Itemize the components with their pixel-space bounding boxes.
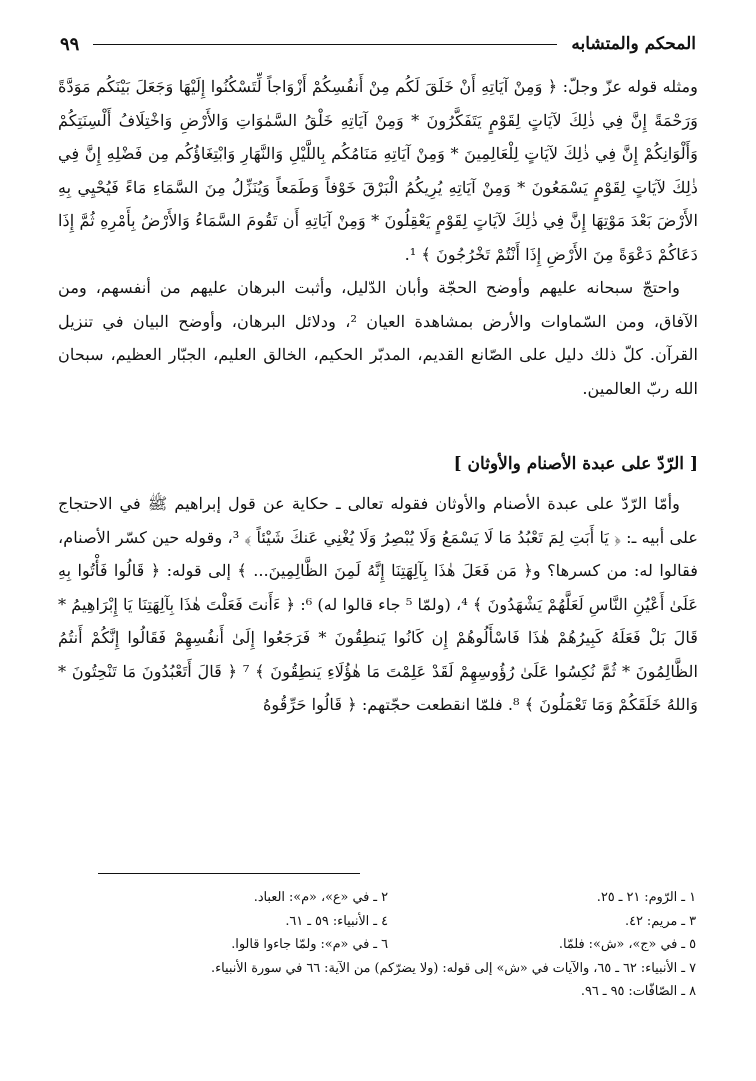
footnote-1: ١ ـ الرّوم: ٢١ ـ ٢٥. [596,890,696,905]
footnotes [80,886,696,1004]
footnote-rule [98,873,360,874]
paragraph-argument: واحتجّ سبحانه عليهم وأوضح الحجّة وأبان الدّليل، وأثبت البرهان عليهم من أنفسهم، ومن الآفاق، ومن السّماوات والأرض بمشاهدة العيان ²، ودلائل البرهان، وأوضح البيان في تنزيل القرآن. كلّ ذلك دليل على الصّانع القديم، المدبّر الحكيم، الخالق العليم، الجبّار العظيم، سبحان الله ربّ العالمين. [58,278,698,398]
footnote-row [80,910,696,934]
footnote-4: ٤ ـ الأنبياء: ٥٩ ـ ٦١. [285,913,388,929]
footnote-8: ٨ ـ الصّافّات: ٩٥ ـ ٩٦. [580,984,696,999]
footnote-row [80,933,696,957]
running-title: المحكم والمتشابه [571,34,696,54]
page-body [58,70,698,722]
footnote-7: ٧ ـ الأنبياء: ٦٢ ـ ٦٥، والآيات في «ش» إلى قوله: (ولا يضرّكم) من الآية: ٦٦ في سورة الأنبياء. [211,960,696,976]
page-header [60,30,696,58]
footnote-3: ٣ ـ مريم: ٤٢. [625,913,696,929]
footnote-2: ٢ ـ في «ع»، «م»: العباد. [253,890,388,905]
paragraph-verses-signs: ومثله قوله عزّ وجلّ: ﴿ وَمِنْ آيَاتِهِ أَنْ خَلَقَ لَكُم مِنْ أَنفُسِكُمْ أَزْوَاجاً لِّتَسْكُنُوا إِلَيْهَا وَجَعَلَ بَيْنَكُم مَوَدَّةً وَرَحْمَةً إِنَّ فِي ذٰلِكَ لآيَاتٍ لِقَوْمٍ يَتَفَكَّرُونَ * وَمِنْ آيَاتِهِ خَلْقُ السَّمٰوَاتِ وَالأَرْضِ وَاخْتِلَافُ أَلْسِنَتِكُمْ وَأَلْوَانِكُمْ إِنَّ فِي ذٰلِكَ لآيَاتٍ لِلْعَالِمِينَ * وَمِنْ آيَاتِهِ مَنَامُكُم بِاللَّيْلِ وَالنَّهَارِ وَابْتِغَاؤُكُم مِن فَضْلِهِ إِنَّ فِي ذٰلِكَ لآيَاتٍ لِقَوْمٍ يَسْمَعُونَ * وَمِنْ آيَاتِهِ يُرِيكُمُ الْبَرْقَ خَوْفاً وَطَمَعاً وَيُنَزِّلُ مِنَ السَّمَاءِ مَاءً فَيُحْيِي بِهِ الأَرْضَ بَعْدَ مَوْتِهَا إِنَّ فِي ذٰلِكَ لآيَاتٍ لِقَوْمٍ يَعْقِلُونَ * وَمِنْ آيَاتِهِ أَن تَقُومَ السَّمَاءُ وَالأَرْضُ بِأَمْرِهِ ثُمَّ إِذَا دَعَاكُمْ دَعْوَةً مِنَ الأَرْضِ إِذَا أَنْتُمْ تَخْرُجُونَ ﴾ ¹. [58,77,698,264]
page-number: ٩٩ [60,33,80,55]
paragraph-idols: وأمّا الرّدّ على عبدة الأصنام والأوثان فقوله تعالى ـ حكاية عن قول إبراهيم ﷺ في الاحتجاج على أبيه ـ: ﴿ يَا أَبَتِ لِمَ تَعْبُدُ مَا لَا يَسْمَعُ وَلَا يُبْصِرُ وَلَا يُغْنِي عَنكَ شَيْئاً ﴾ ³، وقوله حين كسّر الأصنام، فقالوا له: من كسرها؟ و﴿ مَن فَعَلَ هٰذَا بِآلِهَتِنَا إِنَّهُ لَمِنَ الظَّالِمِينَ... ﴾ إلى قوله: ﴿ قَالُوا فَأْتُوا بِهِ عَلَىٰ أَعْيُنِ النَّاسِ لَعَلَّهُمْ يَشْهَدُونَ ﴾ ⁴، (ولمّا ⁵ جاء قالوا له) ⁶: ﴿ ءَأَنتَ فَعَلْتَ هٰذَا بِآلِهَتِنَا يَا إِبْرَاهِيمُ * قَالَ بَلْ فَعَلَهُ كَبِيرُهُمْ هٰذَا فَاسْأَلُوهُمْ إِن كَانُوا يَنطِقُونَ * فَرَجَعُوا إِلَىٰ أَنفُسِهِمْ فَقَالُوا إِنَّكُمْ أَنتُمُ الظَّالِمُونَ * ثُمَّ نُكِسُوا عَلَىٰ رُؤُوسِهِمْ لَقَدْ عَلِمْتَ مَا هٰؤُلَاءِ يَنطِقُونَ ﴾ ⁷ ﴿ قَالَ أَتَعْبُدُونَ مَا تَنْحِتُونَ * وَاللهُ خَلَقَكُمْ وَمَا تَعْمَلُونَ ﴾ ⁸. فلمّا انقطعت حجّتهم: ﴿ قَالُوا حَرِّقُوهُ [58,494,698,714]
footnote-5: ٥ ـ في «ج»، «ش»: فلمّا. [558,937,696,952]
section-heading: [ الرّدّ على عبدة الأصنام والأوثان ] [453,454,698,474]
footnote-row [80,886,696,910]
header-rule [93,44,557,45]
footnote-6: ٦ ـ في «م»: ولمّا جاءوا قالوا. [231,937,388,952]
